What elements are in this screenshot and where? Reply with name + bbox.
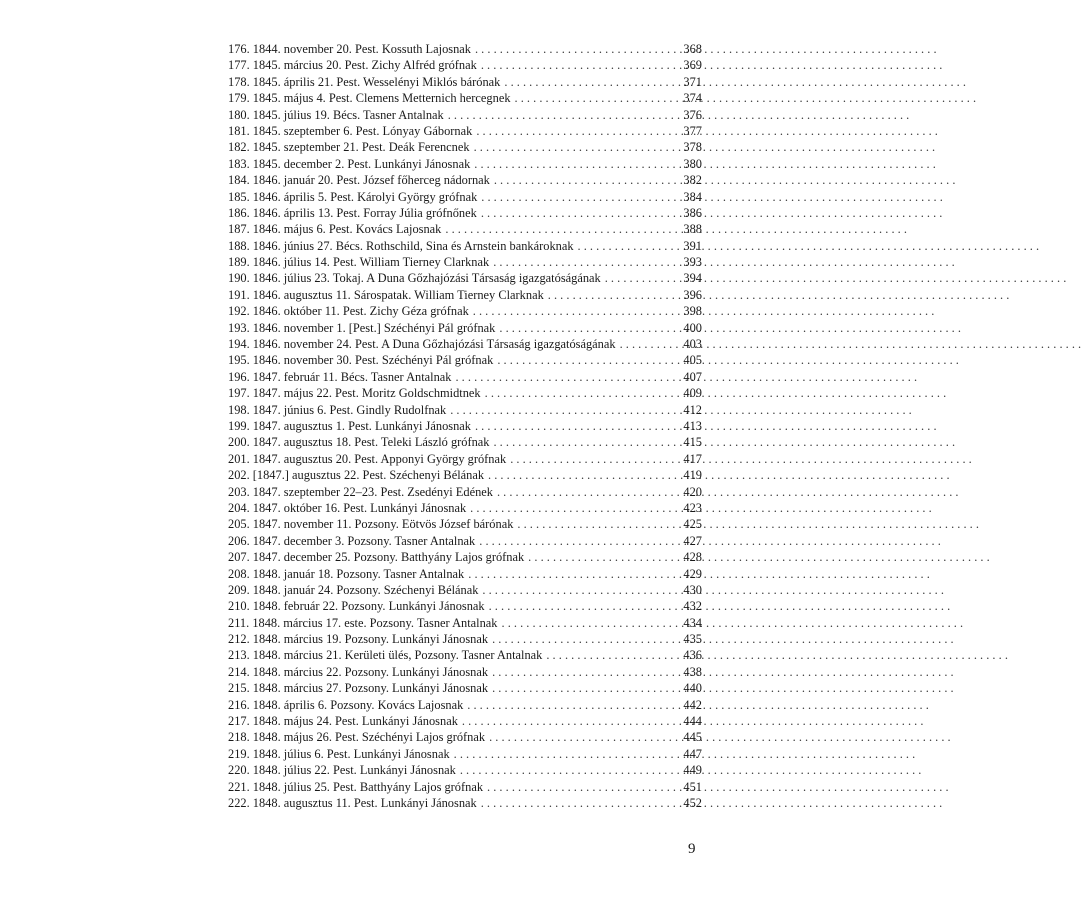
toc-entry	[228, 631, 702, 647]
toc-entry-page-number: 369	[683, 58, 702, 73]
toc-entry-page-number: 407	[683, 369, 702, 384]
toc-entry-title: 195. 1846. november 30. Pest. Széchényi Pál grófnak	[228, 353, 494, 368]
toc-entry-title: 221. 1848. július 25. Pest. Batthyány Lajos grófnak	[228, 779, 484, 794]
toc-entry-title: 179. 1845. május 4. Pest. Clemens Metternich hercegnek	[228, 91, 511, 106]
dot-leader	[481, 795, 670, 811]
toc-entry-page-number: 451	[683, 779, 702, 794]
dot-leader	[481, 189, 670, 205]
toc-entry	[228, 516, 702, 532]
toc-entry	[228, 270, 702, 286]
dot-leader	[489, 598, 670, 614]
toc-entry	[228, 352, 702, 368]
toc-entry	[228, 189, 702, 205]
toc-entry	[228, 713, 702, 729]
toc-entry	[228, 303, 702, 319]
dot-leader	[620, 336, 670, 352]
toc-entry-page-number: 409	[683, 386, 702, 401]
toc-entry-title: 186. 1846. április 13. Pest. Forray Júlia grófnőnek	[228, 205, 477, 220]
toc-entry	[228, 762, 702, 778]
toc-entry-page-number: 396	[683, 287, 702, 302]
toc-entry-title: 214. 1848. március 22. Pozsony. Lunkányi Jánosnak	[228, 664, 489, 679]
dot-leader	[445, 221, 670, 237]
toc-entry-page-number: 428	[683, 550, 702, 565]
toc-entry-page-number: 442	[683, 697, 702, 712]
dot-leader	[481, 205, 670, 221]
toc-entry-page-number: 417	[683, 451, 702, 466]
toc-entry	[228, 451, 702, 467]
toc-entry-title: 180. 1845. július 19. Bécs. Tasner Antalnak	[228, 107, 444, 122]
toc-entry	[228, 533, 702, 549]
toc-entry-page-number: 444	[683, 714, 702, 729]
toc-entry-title: 216. 1848. április 6. Pozsony. Kovács Lajosnak	[228, 697, 464, 712]
dot-leader	[492, 680, 670, 696]
toc-entry	[228, 418, 702, 434]
toc-entry-page-number: 436	[683, 648, 702, 663]
dot-leader	[605, 270, 670, 286]
dot-leader	[528, 549, 670, 565]
toc-entry-page-number: 398	[683, 304, 702, 319]
dot-leader	[493, 434, 670, 450]
toc-entry-page-number: 371	[683, 74, 702, 89]
dot-leader	[475, 418, 670, 434]
toc-entry-title: 185. 1846. április 5. Pest. Károlyi György grófnak	[228, 189, 478, 204]
dot-leader	[475, 41, 670, 57]
toc-entry-page-number: 382	[683, 173, 702, 188]
toc-entry	[228, 221, 702, 237]
toc-entry-title: 218. 1848. május 26. Pest. Széchényi Lajos grófnak	[228, 730, 486, 745]
toc-entry	[228, 467, 702, 483]
dot-leader	[485, 385, 670, 401]
dot-leader	[468, 566, 670, 582]
toc-entry-page-number: 377	[683, 123, 702, 138]
dot-leader	[502, 615, 671, 631]
toc-entry-page-number: 449	[683, 763, 702, 778]
toc-entry-title: 211. 1848. március 17. este. Pozsony. Tasner Antalnak	[228, 615, 498, 630]
toc-entry-page-number: 405	[683, 353, 702, 368]
toc-entry-page-number: 368	[683, 42, 702, 56]
toc-entry-title: 197. 1847. május 22. Pest. Moritz Goldschmidtnek	[228, 386, 481, 401]
toc-entry-page-number: 391	[683, 238, 702, 253]
toc-entry-title: 191. 1846. augusztus 11. Sárospatak. William Tierney Clarknak	[228, 287, 544, 302]
toc-entry	[228, 582, 702, 598]
toc-entry-title: 193. 1846. november 1. [Pest.] Széchényi Pál grófnak	[228, 320, 496, 335]
dot-leader	[499, 320, 670, 336]
dot-leader	[546, 647, 670, 663]
dot-leader	[467, 697, 670, 713]
toc-entry-page-number: 394	[683, 271, 702, 286]
toc-entry	[228, 598, 702, 614]
toc-entry	[228, 729, 702, 745]
toc-entry-page-number: 415	[683, 435, 702, 450]
toc-entry-title: 202. [1847.] augusztus 22. Pest. Széchenyi Bélának	[228, 468, 485, 483]
toc-entry	[228, 74, 702, 90]
toc-entry	[228, 139, 702, 155]
dot-leader	[497, 352, 670, 368]
toc-entry-page-number: 384	[683, 189, 702, 204]
toc-entry-title: 222. 1848. augusztus 11. Pest. Lunkányi Jánosnak	[228, 795, 477, 810]
toc-entry-page-number: 380	[683, 156, 702, 171]
toc-entry-page-number: 438	[683, 664, 702, 679]
toc-entry-page-number: 403	[683, 337, 702, 352]
dot-leader	[487, 779, 670, 795]
toc-entry	[228, 615, 702, 631]
dot-leader	[494, 172, 670, 188]
toc-entry-title: 182. 1845. szeptember 21. Pest. Deák Ferencnek	[228, 140, 470, 155]
toc-entry-title: 212. 1848. március 19. Pozsony. Lunkányi Jánosnak	[228, 632, 489, 647]
dot-leader	[481, 57, 670, 73]
dot-leader	[462, 713, 670, 729]
toc-entry	[228, 336, 702, 352]
page-number: 9	[688, 841, 696, 857]
toc-entry	[228, 795, 702, 811]
toc-entry	[228, 647, 702, 663]
toc-entry-page-number: 447	[683, 746, 702, 761]
toc-entry-title: 210. 1848. február 22. Pozsony. Lunkányi Jánosnak	[228, 599, 485, 614]
toc-entry	[228, 238, 702, 254]
toc-entry	[228, 566, 702, 582]
dot-leader	[474, 156, 670, 172]
toc-entry-page-number: 413	[683, 418, 702, 433]
toc-entry-page-number: 445	[683, 730, 702, 745]
toc-entry-title: 219. 1848. július 6. Pest. Lunkányi Jánosnak	[228, 746, 450, 761]
dot-leader	[488, 467, 670, 483]
dot-leader	[450, 402, 670, 418]
toc-entry-title: 194. 1846. november 24. Pest. A Duna Gőzhajózási Társaság igazgatóságának	[228, 337, 616, 352]
dot-leader	[517, 516, 670, 532]
dot-leader	[510, 451, 670, 467]
toc-entry	[228, 254, 702, 270]
toc-entry	[228, 434, 702, 450]
table-of-contents	[228, 41, 702, 811]
toc-entry	[228, 664, 702, 680]
toc-entry-title: 215. 1848. március 27. Pozsony. Lunkányi Jánosnak	[228, 681, 489, 696]
toc-entry-page-number: 386	[683, 205, 702, 220]
toc-entry-page-number: 425	[683, 517, 702, 532]
toc-entry	[228, 746, 702, 762]
toc-entry-title: 190. 1846. július 23. Tokaj. A Duna Gőzhajózási Társaság igazgatóságának	[228, 271, 601, 286]
toc-entry-title: 198. 1847. június 6. Pest. Gindly Rudolfnak	[228, 402, 447, 417]
toc-entry-title: 189. 1846. július 14. Pest. William Tierney Clarknak	[228, 255, 490, 270]
toc-entry-title: 184. 1846. január 20. Pest. József főherceg nádornak	[228, 173, 490, 188]
toc-entry	[228, 287, 702, 303]
toc-entry-page-number: 452	[683, 795, 702, 810]
dot-leader	[482, 582, 670, 598]
dot-leader	[470, 500, 670, 516]
dot-leader	[504, 74, 670, 90]
toc-entry-page-number: 419	[683, 468, 702, 483]
toc-entry-title: 181. 1845. szeptember 6. Pest. Lónyay Gábornak	[228, 123, 473, 138]
toc-entry	[228, 402, 702, 418]
toc-entry-title: 199. 1847. augusztus 1. Pest. Lunkányi Jánosnak	[228, 418, 471, 433]
toc-entry-title: 209. 1848. január 24. Pozsony. Széchenyi Bélának	[228, 582, 479, 597]
toc-entry-page-number: 430	[683, 582, 702, 597]
dot-leader	[454, 746, 670, 762]
toc-entry-page-number: 420	[683, 484, 702, 499]
toc-entry	[228, 680, 702, 696]
dot-leader	[492, 664, 670, 680]
dot-leader	[455, 369, 670, 385]
toc-entry-page-number: 427	[683, 533, 702, 548]
toc-entry	[228, 484, 702, 500]
toc-entry-page-number: 388	[683, 222, 702, 237]
toc-entry-title: 183. 1845. december 2. Pest. Lunkányi Jánosnak	[228, 156, 471, 171]
toc-entry	[228, 697, 702, 713]
toc-entry-page-number: 393	[683, 255, 702, 270]
dot-leader	[474, 139, 670, 155]
toc-entry	[228, 90, 702, 106]
toc-entry	[228, 123, 702, 139]
dot-leader	[515, 90, 670, 106]
toc-entry-title: 206. 1847. december 3. Pozsony. Tasner Antalnak	[228, 533, 476, 548]
toc-entry	[228, 779, 702, 795]
toc-entry-title: 208. 1848. január 18. Pozsony. Tasner Antalnak	[228, 566, 465, 581]
dot-leader	[497, 484, 670, 500]
dot-leader	[476, 123, 670, 139]
toc-entry-page-number: 376	[683, 107, 702, 122]
toc-entry-title: 220. 1848. július 22. Pest. Lunkányi Jánosnak	[228, 763, 456, 778]
toc-entry-title: 203. 1847. szeptember 22–23. Pest. Zsedényi Edének	[228, 484, 493, 499]
toc-entry-page-number: 412	[683, 402, 702, 417]
toc-entry-title: 196. 1847. február 11. Bécs. Tasner Antalnak	[228, 369, 452, 384]
toc-entry-page-number: 378	[683, 140, 702, 155]
toc-entry-page-number: 429	[683, 566, 702, 581]
toc-entry	[228, 369, 702, 385]
toc-entry-title: 176. 1844. november 20. Pest. Kossuth Lajosnak	[228, 42, 471, 56]
dot-leader	[460, 762, 670, 778]
toc-entry	[228, 549, 702, 565]
toc-entry	[228, 500, 702, 516]
toc-entry	[228, 205, 702, 221]
dot-leader	[493, 254, 670, 270]
toc-entry-page-number: 432	[683, 599, 702, 614]
toc-entry-title: 213. 1848. március 21. Kerületi ülés, Pozsony. Tasner Antalnak	[228, 648, 543, 663]
toc-entry-title: 204. 1847. október 16. Pest. Lunkányi Jánosnak	[228, 500, 467, 515]
dot-leader	[578, 238, 670, 254]
toc-entry	[228, 385, 702, 401]
toc-entry-page-number: 423	[683, 500, 702, 515]
toc-entry	[228, 41, 702, 57]
toc-entry-title: 178. 1845. április 21. Pest. Wesselényi Miklós bárónak	[228, 74, 501, 89]
toc-entry	[228, 107, 702, 123]
toc-entry-title: 187. 1846. május 6. Pest. Kovács Lajosnak	[228, 222, 442, 237]
dot-leader	[448, 107, 670, 123]
toc-entry-page-number: 374	[683, 91, 702, 106]
toc-entry-title: 200. 1847. augusztus 18. Pest. Teleki László grófnak	[228, 435, 490, 450]
toc-entry-title: 207. 1847. december 25. Pozsony. Batthyány Lajos grófnak	[228, 550, 525, 565]
toc-entry-page-number: 434	[683, 615, 702, 630]
toc-entry	[228, 320, 702, 336]
dot-leader	[489, 729, 670, 745]
toc-entry-page-number: 440	[683, 681, 702, 696]
toc-entry-title: 192. 1846. október 11. Pest. Zichy Géza grófnak	[228, 304, 469, 319]
toc-entry-title: 217. 1848. május 24. Pest. Lunkányi Jánosnak	[228, 714, 458, 729]
toc-entry-page-number: 435	[683, 632, 702, 647]
dot-leader	[548, 287, 670, 303]
toc-entry-page-number: 400	[683, 320, 702, 335]
toc-entry	[228, 156, 702, 172]
toc-entry	[228, 172, 702, 188]
toc-entry-title: 188. 1846. június 27. Bécs. Rothschild, Sina és Arnstein bankároknak	[228, 238, 574, 253]
dot-leader	[479, 533, 670, 549]
toc-entry-title: 205. 1847. november 11. Pozsony. Eötvös József bárónak	[228, 517, 514, 532]
dot-leader	[492, 631, 670, 647]
toc-entry	[228, 57, 702, 73]
dot-leader	[473, 303, 670, 319]
toc-entry-title: 201. 1847. augusztus 20. Pest. Apponyi György grófnak	[228, 451, 507, 466]
toc-entry-title: 177. 1845. március 20. Pest. Zichy Alfréd grófnak	[228, 58, 477, 73]
